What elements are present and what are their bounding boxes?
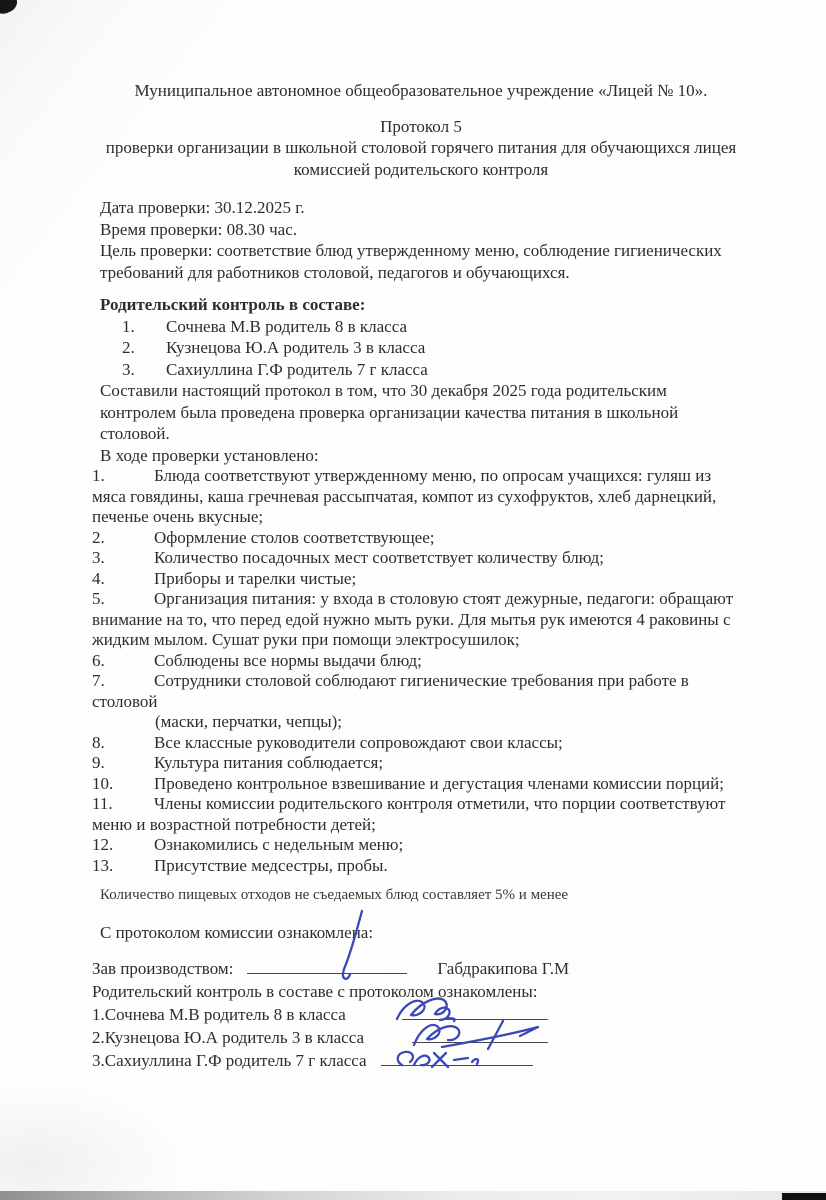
protocol-title: Протокол 5: [380, 116, 462, 136]
signatory-row: [92, 1049, 752, 1072]
commission-heading: Родительский контроль в составе:: [100, 295, 366, 314]
member-number: 3.: [122, 359, 135, 379]
finding-item: [92, 753, 742, 774]
finding-item: [92, 589, 742, 651]
member-name: Кузнецова Ю.А родитель 3 в класса: [166, 338, 426, 357]
finding-item: [92, 671, 742, 733]
finding-number: 6.: [92, 650, 105, 670]
finding-text: Количество посадочных мест соответствует количеству блюд;: [154, 548, 604, 567]
protocol-subtitle-line1: проверки организации в школьной столовой горячего питания для обучающихся лицея: [105, 138, 737, 157]
finding-number: 8.: [92, 732, 105, 752]
institution-name: Муниципальное автономное общеобразовательное учреждение «Лицей № 10».: [134, 81, 708, 100]
finding-item: [92, 528, 742, 549]
signatory-name: 2.Кузнецова Ю.А родитель 3 в класса: [92, 1028, 364, 1047]
finding-text: Организация питания: у входа в столовую стоят дежурные, педагоги: обращают внимание на то, что перед едой нужно мыть руки. Для мытья рук имеются 4 раковины с жидким мылом. Сушат руки при помощи электросушилок;: [92, 589, 734, 649]
finding-text: Проведено контрольное взвешивание и дегустация членами комиссии порций;: [154, 773, 724, 793]
finding-item: [92, 856, 742, 877]
production-manager-name: Габдракипова Г.М: [437, 959, 570, 978]
finding-item: [92, 651, 742, 672]
finding-number: 9.: [92, 753, 105, 772]
signatory-name: 3.Сахиуллина Г.Ф родитель 7 г класса: [92, 1051, 367, 1070]
production-manager-row: [92, 957, 752, 980]
finding-item: [92, 794, 742, 835]
inspection-time: Время проверки: 08.30 час.: [100, 219, 298, 239]
finding-number: 2.: [92, 527, 105, 547]
inspection-date: Дата проверки: 30.12.2025 г.: [100, 198, 305, 217]
signatory-row: [92, 1003, 752, 1026]
finding-text: Присутствие медсестры, пробы.: [154, 855, 388, 875]
signature-line: [412, 1027, 548, 1043]
finding-item: [92, 733, 742, 754]
finding-text: Сотрудники столовой соблюдают гигиенические требования при работе в столовой: [92, 671, 689, 711]
protocol-subtitle-line2: комиссией родительского контроля: [293, 159, 549, 179]
commission-section: [100, 294, 742, 466]
scan-corner-mark: [782, 1193, 826, 1200]
member-number: 2.: [122, 338, 135, 357]
inspection-meta: [100, 197, 742, 283]
finding-item: [92, 835, 742, 856]
finding-text: Члены комиссии родительского контроля отметили, что порции соответствуют меню и возрастной потребности детей;: [92, 794, 726, 834]
finding-item: [92, 569, 742, 590]
finding-number: 7.: [92, 671, 105, 690]
finding-number: 1.: [92, 466, 105, 485]
finding-text: Соблюдены все нормы выдачи блюд;: [154, 650, 422, 670]
production-manager-label: Зав производством:: [92, 959, 234, 978]
member-number: 1.: [122, 316, 135, 336]
finding-number: 4.: [92, 568, 105, 588]
finding-number: 5.: [92, 589, 105, 608]
member-name: Сочнева М.В родитель 8 в класса: [166, 316, 408, 336]
finding-number: 11.: [92, 794, 113, 813]
commission-member: [100, 337, 742, 359]
findings-intro: В ходе проверки установлено:: [100, 445, 319, 465]
finding-text: Культура питания соблюдается;: [154, 753, 384, 772]
waste-note: Количество пищевых отходов не съедаемых блюд составляет 5% и менее: [100, 887, 569, 903]
acknowledgement-intro: С протоколом комиссии ознакомлена:: [100, 923, 374, 942]
finding-number: 12.: [92, 835, 114, 854]
signature-line: [247, 958, 407, 974]
commission-member: [100, 316, 742, 338]
finding-text: Приборы и тарелки чистые;: [154, 568, 357, 588]
member-name: Сахиуллина Г.Ф родитель 7 г класса: [166, 359, 428, 379]
signatory-row: [92, 1026, 752, 1049]
signature-block: [92, 957, 752, 1072]
finding-number: 3.: [92, 548, 105, 567]
scan-bottom-edge-artifact: [0, 1191, 826, 1200]
signature-line: [381, 1050, 533, 1066]
inspection-purpose: Цель проверки: соответствие блюд утвержденному меню, соблюдение гигиенических требований для работников столовой, педагогов и обучающихся.: [100, 241, 722, 282]
finding-text: Оформление столов соответствующее;: [154, 527, 435, 547]
finding-number: 10.: [92, 773, 114, 793]
signatory-name: 1.Сочнева М.В родитель 8 в класса: [92, 1005, 346, 1024]
finding-text: Ознакомились с недельным меню;: [154, 835, 404, 854]
commission-member: [100, 359, 742, 381]
finding-text-continuation: (маски, перчатки, чепцы);: [155, 712, 343, 731]
protocol-statement: Составили настоящий протокол в том, что 30 декабря 2025 года родительским контролем была проведена проверка организации качества питания в школьной столовой.: [100, 381, 679, 443]
finding-text: Все классные руководители сопровождают свои классы;: [154, 732, 563, 752]
finding-number: 13.: [92, 855, 114, 875]
finding-item: [92, 774, 742, 795]
parents-ack-intro: Родительский контроль в составе с протоколом ознакомлены:: [92, 982, 538, 1001]
finding-item: [92, 548, 742, 569]
finding-text: Блюда соответствуют утвержденному меню, по опросам учащихся: гуляш из мяса говядины, каша гречневая рассыпчатая, компот из сухофруктов, хлеб дарнецкий, печенье очень вкусные;: [92, 466, 717, 526]
signature-line: [402, 1004, 548, 1020]
finding-item: [92, 466, 742, 528]
findings-list: [92, 466, 742, 876]
